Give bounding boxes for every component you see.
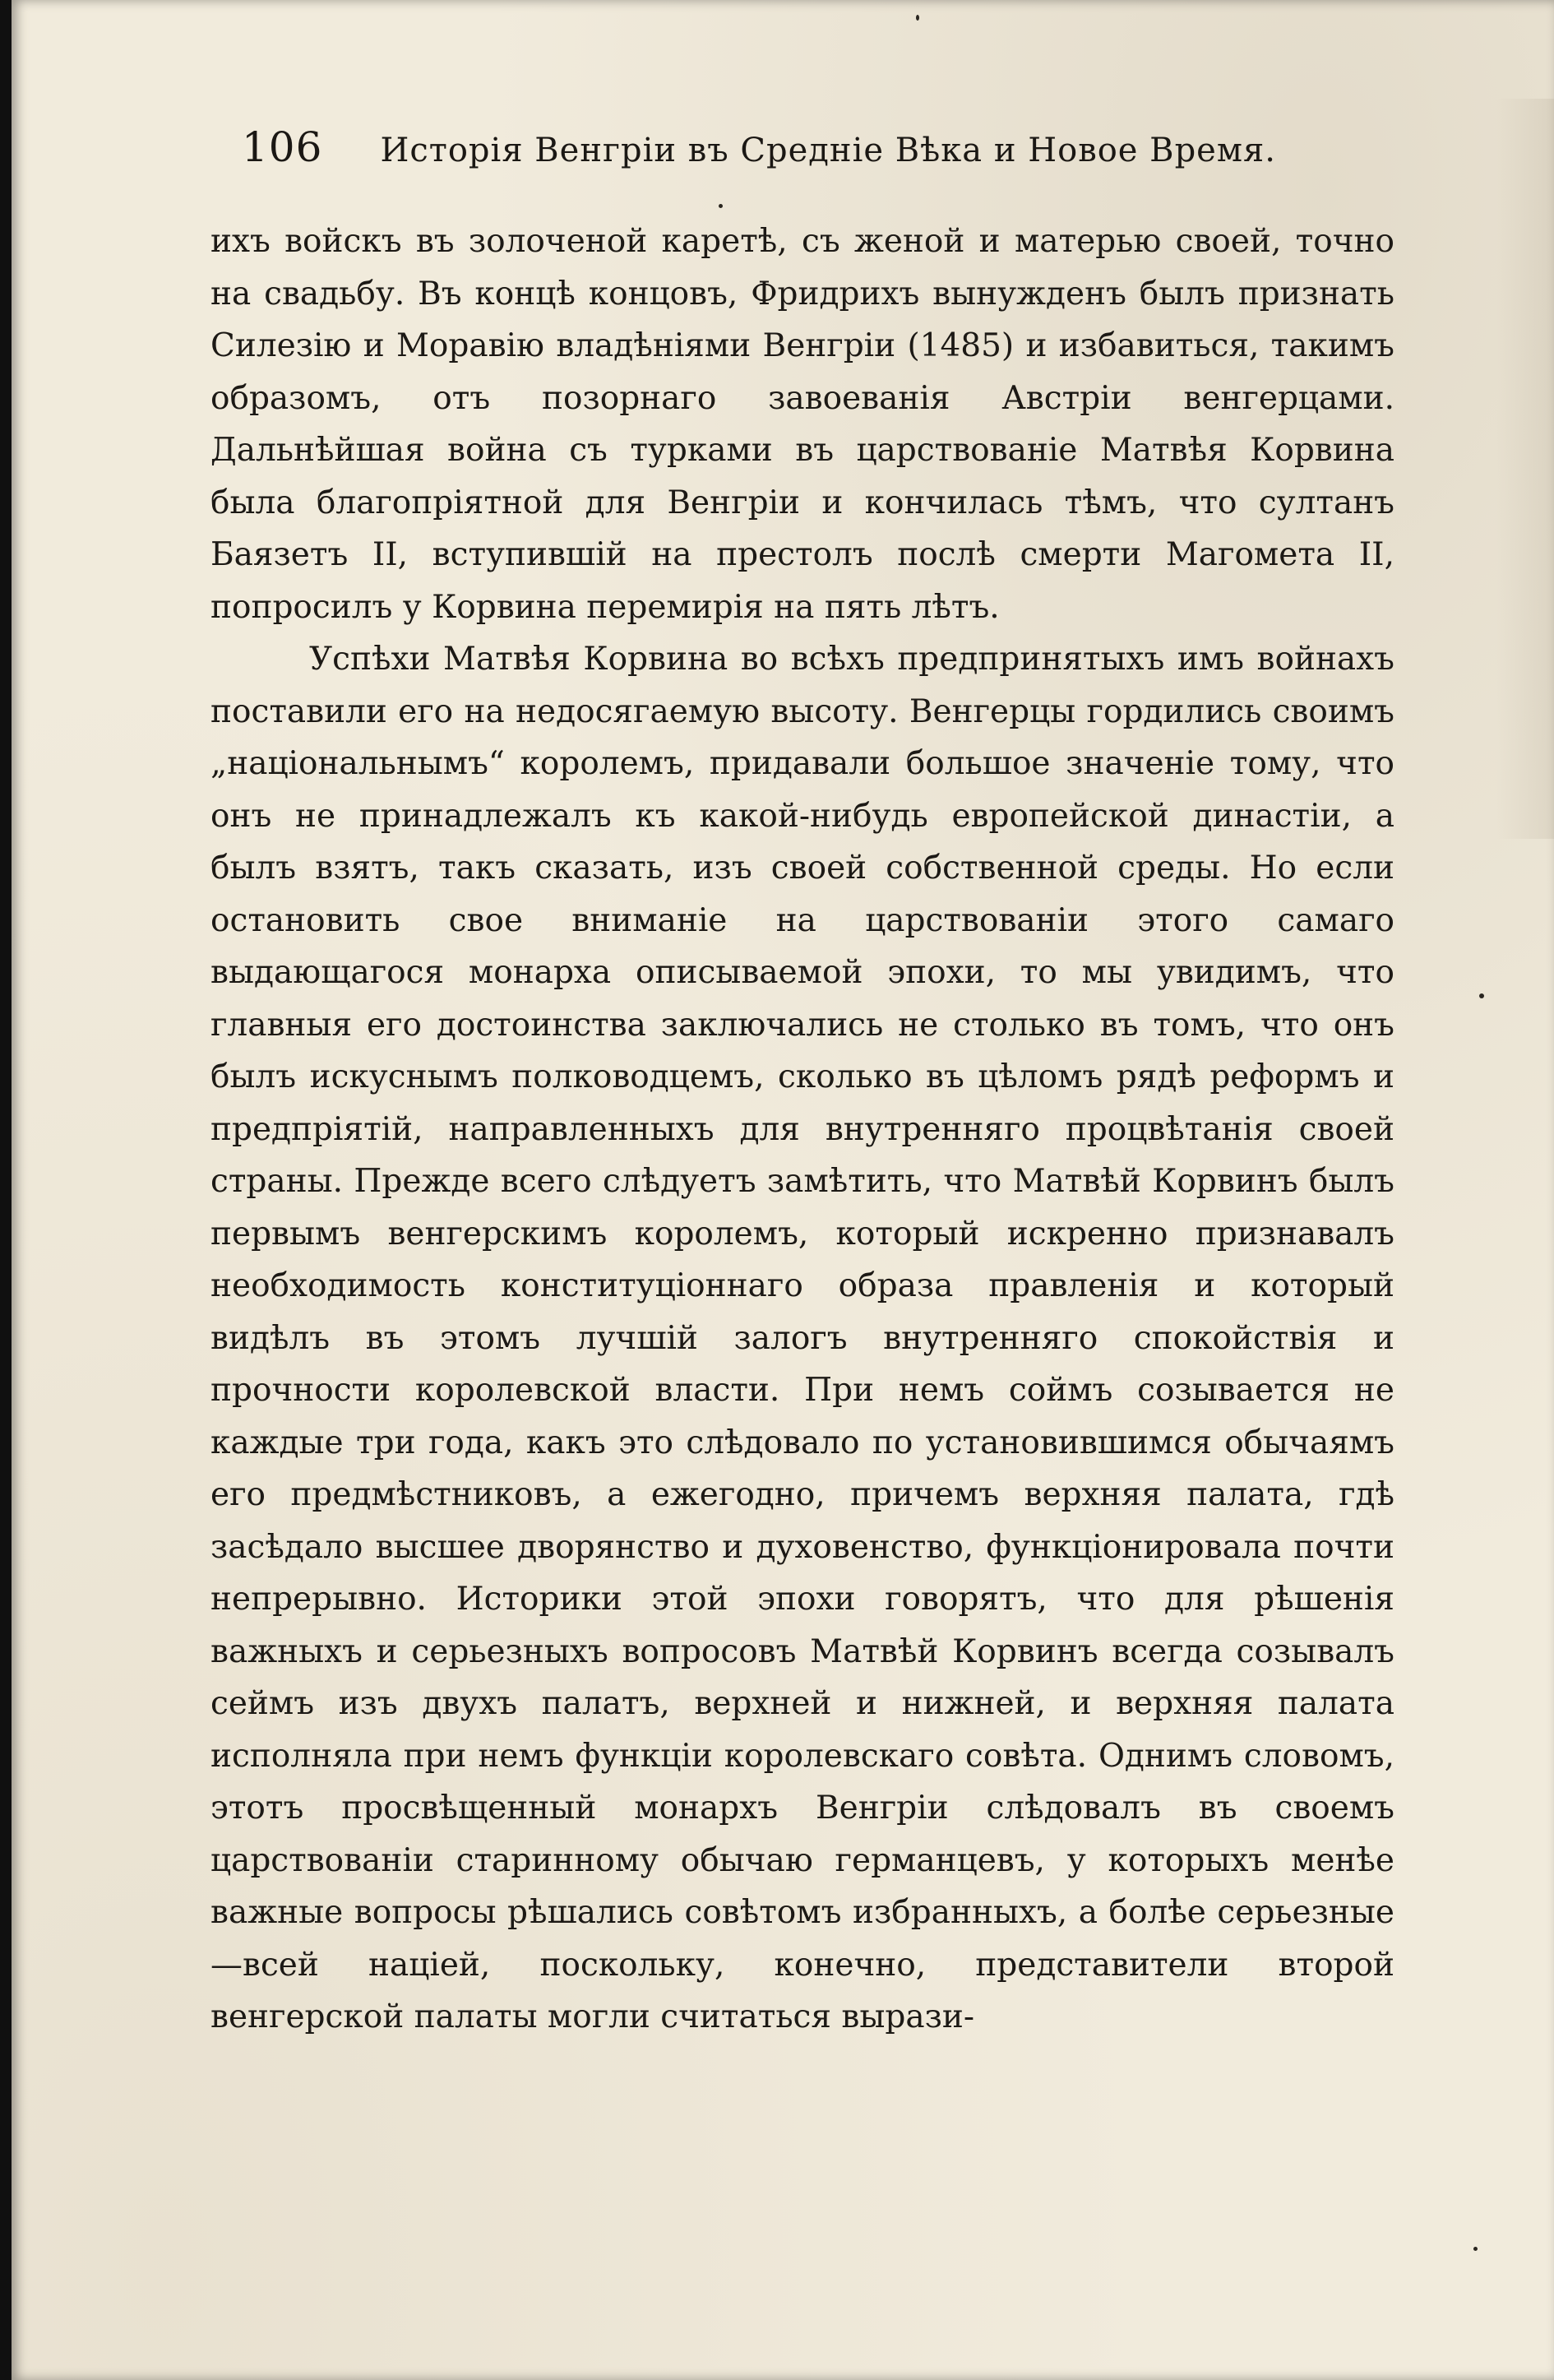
print-speck [1473, 2247, 1478, 2251]
page-header [242, 123, 1434, 189]
paragraph-2: Успѣхи Матвѣя Корвина во всѣхъ предпринятыхъ имъ войнахъ поставили его на недосягаемую высоту. Венгерцы гордились своимъ „національнымъ“ королемъ, придавали большое значеніе тому, что онъ не принадлежалъ къ какой-нибудь европейской династіи, а былъ взятъ, такъ сказать, изъ своей собственной среды. Но если остановить свое вниманіе на царствованіи этого самаго выдающагося монарха описываемой эпохи, то мы увидимъ, что главныя его достоинства заключались не столько въ томъ, что онъ былъ искуснымъ полководцемъ, сколько въ цѣломъ рядѣ реформъ и предпріятій, направленныхъ для внутренняго процвѣтанія своей страны. Прежде всего слѣдуетъ замѣтить, что Матвѣй Корвинъ былъ первымъ венгерскимъ королемъ, который искренно признавалъ необходимость конституціоннаго образа правленія и который видѣлъ въ этомъ лучшій залогъ внутренняго спокойствія и прочности королевской власти. При немъ соймъ созывается не каждые три года, какъ это слѣдовало по установившимся обычаямъ его предмѣстниковъ, а ежегодно, причемъ верхняя палата, гдѣ засѣдало высшее дворянство и духовенство, функціонировала почти непрерывно. Историки этой эпохи говорятъ, что для рѣшенія важныхъ и серьезныхъ вопросовъ Матвѣй Корвинъ всегда созывалъ сеймъ изъ двухъ палатъ, верхней и нижней, и верхняя палата исполняла при немъ функціи королевскаго совѣта. Однимъ словомъ, этотъ просвѣщенный монархъ Венгріи слѣдовалъ въ своемъ царствованіи старинному обычаю германцевъ, у которыхъ менѣе важные вопросы рѣшались совѣтомъ избранныхъ, а болѣе серьезные—всей націей, поскольку, конечно, представители второй венгерской палаты могли считаться вырази- [210, 641, 1394, 2035]
book-page [12, 0, 1554, 2380]
print-speck [916, 15, 919, 21]
print-speck [1479, 993, 1484, 998]
paragraph-1: ихъ войскъ въ золоченой каретѣ, съ женой и матерью своей, точно на свадьбу. Въ концѣ концовъ, Фридрихъ вынужденъ былъ признать Силезію и Моравію владѣніями Венгріи (1485) и избавиться, такимъ образомъ, отъ позорнаго завоеванія Австріи венгерцами. Дальнѣйшая война съ турками въ царствованіе Матвѣя Корвина была благопріятной для Венгріи и кончилась тѣмъ, что султанъ Баязетъ II, вступившій на престолъ послѣ смерти Магомета II, попросилъ у Корвина перемирія на пять лѣтъ. [210, 223, 1394, 626]
running-title: Исторія Венгріи въ Средніе Вѣка и Новое Время. [380, 132, 1276, 169]
body-text [210, 215, 1394, 2044]
print-speck [719, 204, 723, 208]
page-number: 106 [242, 123, 323, 171]
page-shadow [1496, 99, 1554, 839]
